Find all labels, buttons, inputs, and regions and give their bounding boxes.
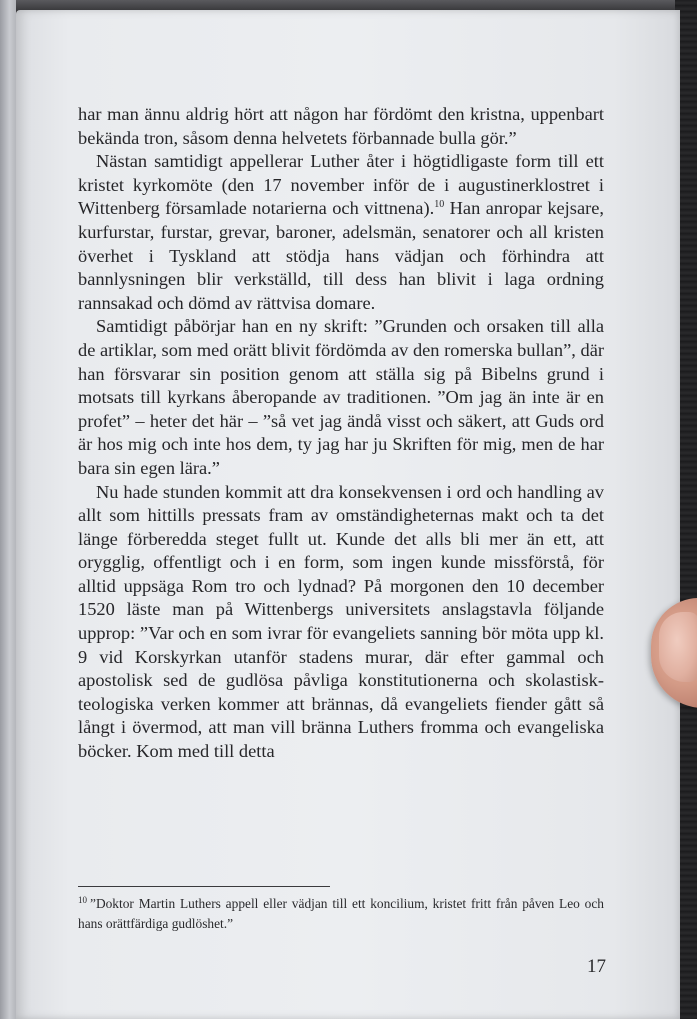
paragraph-burning: Nu hade stunden kommit att dra konsekvensen i ord och handling av allt som hittills pressats fram av omständigheternas makt och ta det länge förberedda steget fullt ut. Kunde det alls bli mer än ett, att orygglig, offentligt och i en form, som ingen kunde missförstå, för alltid uppsäga Rom tro och lydnad? På morgonen den 10 december 1520 läste man på Wittenbergs universitets anslagstavla följande upprop: ”Var och en som ivrar för evangeliets sanning bör möta upp kl. 9 vid Korskyrkan utanför stadens murar, där efter gammal och apostolisk sed de gudlösa påvliga konstitutionerna och skolastisk-teologiska verken kommer att brännas, då evangeliets fiender gått så långt i övermod, att man vill bränna Luthers fromma och evangeliska böcker. Kom med till detta — [78, 481, 604, 762]
paragraph-continuation: har man ännu aldrig hört att någon har fördömt den kristna, uppenbart bekända tron, såsom denna helvetets förbannade bulla gör.” — [78, 104, 604, 148]
footnote-text: ”Doktor Martin Luthers appell eller vädjan till ett koncilium, kristet fritt från påven Leo och hans orättfärdiga gudlöshet.” — [78, 896, 604, 931]
book-page — [16, 10, 680, 1019]
paragraph-appeal-text-before: Nästan samtidigt appellerar Luther åter i högtidligaste form till ett kristet kyrkomöte (den 17 november inför de i augustinerklostret i Wittenberg församlade notarierna och vittnena). — [78, 151, 604, 219]
thumbnail — [659, 612, 697, 682]
footnote-divider — [78, 886, 330, 887]
page-number: 17 — [587, 956, 606, 977]
footnote-reference[interactable]: 10 — [434, 199, 445, 211]
footnote — [78, 894, 604, 934]
book-gutter — [0, 0, 16, 1019]
paragraph-new-writing: Samtidigt påbörjar han en ny skrift: ”Grunden och orsaken till alla de artiklar, som med orätt blivit fördömda av den romerska bullan”, där han försvarar sin position genom att ställa sig på Bibelns grund i motsats till kyrkans åberopande av traditionen. ”Om jag än inte är en profet” – heter det här – ”så vet jag ändå visst och säkert, att Guds ord är hos mig och inte hos dem, ty jag har ju Skriften för mig, men de har bara sin egen lära.” — [78, 316, 604, 478]
paragraph-appeal — [78, 150, 604, 315]
footnote-number: 10 — [78, 894, 87, 905]
body-text — [78, 103, 604, 764]
paragraph-appeal-text-after: Han anropar kejsare, kurfurstar, furstar, grevar, baroner, adelsmän, senatorer och all kristen överhet i Tyskland att stödja hans vädjan och förhindra att bannlysningen blir verkställd, till dess han blivit i laga ordning rannsakad och dömd av rättvisa domare. — [78, 198, 604, 313]
